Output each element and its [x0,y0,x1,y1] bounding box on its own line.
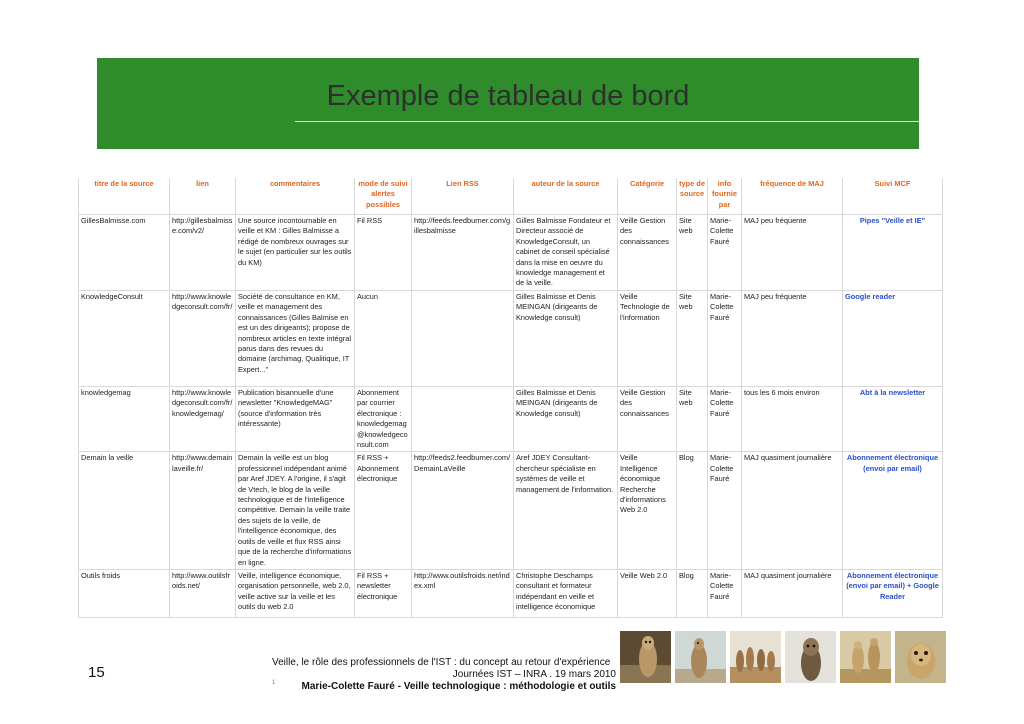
cell-follow-mode: Aucun [355,291,412,387]
footer [272,657,616,693]
meerkat-photo-icon [620,631,671,683]
cell-source-title: GillesBalmisse.com [79,215,170,291]
cell-author: Gilles Balmisse Fondateur et Directeur associé de KnowledgeConsult, un cabinet de conseil spécialisé dans la mise en oeuvre du knowledge management et de la veille. [514,215,618,291]
table-row [79,569,943,617]
cell-author: Gilles Balmisse et Denis MEINGAN (dirigeants de Knowledge consult) [514,387,618,452]
header-cell: auteur de la source [514,178,618,215]
table-row [79,387,943,452]
small-mark: 1 [272,680,276,686]
header-cell: fréquence de MAJ [742,178,843,215]
table-row [79,452,943,569]
cell-update-frequency: MAJ quasiment journalière [742,569,843,617]
cell-mcf-follow: Pipes "Veille et IE" [843,215,943,291]
header-cell: Suivi MCF [843,178,943,215]
cell-source-type: Blog [677,452,708,569]
table-row [79,291,943,387]
meerkat-group-photo-icon [730,631,781,683]
cell-link: http://www.knowledgeconsult.com/fr/ [170,291,236,387]
cell-comments: Veille, intelligence économique, organisation personnelle, web 2.0, veille active sur la veille et les outils du web 2.0 [236,569,355,617]
slide-title: Exemple de tableau de bord [326,80,690,112]
cell-follow-mode: Abonnement par courrier électronique : knowledgemag@knowledgeconsult.com [355,387,412,452]
cell-category: Veille Web 2.0 [618,569,677,617]
header-cell: commentaires [236,178,355,215]
cell-info-by: Marie-Colette Fauré [708,452,742,569]
cell-category: Veille Gestion des connaissances [618,387,677,452]
cell-source-title: knowledgemag [79,387,170,452]
cell-update-frequency: MAJ quasiment journalière [742,452,843,569]
title-banner [97,58,919,149]
cell-source-title: Demain la veille [79,452,170,569]
cell-source-type: Site web [677,387,708,452]
cell-link: http://www.outilsfroids.net/ [170,569,236,617]
cell-source-type: Site web [677,291,708,387]
cell-update-frequency: MAJ peu fréquente [742,215,843,291]
header-row [79,178,943,215]
footer-line-2: Journées IST – INRA . 19 mars 2010 [452,669,616,680]
cell-follow-mode: Fil RSS [355,215,412,291]
meerkat-photo-strip [620,631,946,683]
header-cell: titre de la source [79,178,170,215]
spreadsheet-grid [78,178,943,618]
cell-source-title: Outils froids [79,569,170,617]
cell-source-type: Site web [677,215,708,291]
cell-category: Veille Gestion des connaissances [618,215,677,291]
header-cell: Catégorie [618,178,677,215]
cell-category: Veille Intelligence économique Recherche d'informations Web 2.0 [618,452,677,569]
cell-rss-link [412,291,514,387]
cell-rss-link [412,387,514,452]
cell-comments: Publication bisannuelle d'une newsletter "KnowledgeMAG" (source d'information très intéressante) [236,387,355,452]
meerkat-photo-icon [895,631,946,683]
cell-source-type: Blog [677,569,708,617]
cell-info-by: Marie-Colette Fauré [708,215,742,291]
cell-comments: Une source incontournable en veille et KM : Gilles Balmisse a rédigé de nombreux ouvrages sur le sujet (en particulier sur les outils du KM) [236,215,355,291]
cell-rss-link: http://www.outilsfroids.net/index.xml [412,569,514,617]
meerkat-photo-icon [840,631,891,683]
cell-mcf-follow: Abt à la newsletter [843,387,943,452]
cell-author: Aref JDEY Consultant-chercheur spécialiste en systèmes de veille et management de l'information. [514,452,618,569]
cell-mcf-follow: Google reader [843,291,943,387]
footer-line-1: Veille, le rôle des professionnels de l'IST : du concept au retour d'expérience [272,657,611,668]
page-number: 15 [88,664,105,681]
cell-source-title: KnowledgeConsult [79,291,170,387]
table-row [79,215,943,291]
cell-info-by: Marie-Colette Fauré [708,569,742,617]
footer-line-3: Marie-Colette Fauré - Veille technologique : méthodologie et outils [301,681,616,692]
cell-info-by: Marie-Colette Fauré [708,387,742,452]
cell-mcf-follow: Abonnement électronique (envoi par email) + Google Reader [843,569,943,617]
cell-update-frequency: MAJ peu fréquente [742,291,843,387]
cell-follow-mode: Fil RSS + Abonnement électronique [355,452,412,569]
cell-comments: Société de consultance en KM, veille et management des connaissances (Gilles Balmise en est un des dirigeants); propose de nombreux articles en texte intégral parus dans des revues du domaine (archimag, Qualitique, IT Expert..." [236,291,355,387]
cell-update-frequency: tous les 6 mois environ [742,387,843,452]
dashboard-table [78,178,942,618]
cell-category: Veille Technologie de l'information [618,291,677,387]
header-cell: info fournie par [708,178,742,215]
cell-author: Christophe Deschamps consultant et formateur indépendant en veille et intelligence économique [514,569,618,617]
header-cell: mode de suivi alertes possibles [355,178,412,215]
meerkat-photo-icon [675,631,726,683]
cell-rss-link: http://feeds2.feedburner.com/DemainLaVeille [412,452,514,569]
header-cell: lien [170,178,236,215]
cell-mcf-follow: Abonnement électronique (envoi par email) [843,452,943,569]
cell-link: http://www.demainlaveille.fr/ [170,452,236,569]
cell-author: Gilles Balmisse et Denis MEINGAN (dirigeants de Knowledge consult) [514,291,618,387]
title-underline [295,121,919,122]
cell-rss-link: http://feeds.feedburner.com/gillesbalmisse [412,215,514,291]
cell-comments: Demain la veille est un blog professionnel indépendant animé par Aref JDEY. A l'origine, il s'agit de Vtech, le blog de la veille technologique et de l'intelligence compétitive. Demain la veille traite des sujets de la veille, de l'intelligence économique, des outils de veille et flux RSS ainsi que de la recherche d'informations en ligne. [236,452,355,569]
cell-follow-mode: Fil RSS + newsletter électronique [355,569,412,617]
cell-link: http://gillesbalmisse.com/v2/ [170,215,236,291]
cell-info-by: Marie-Colette Fauré [708,291,742,387]
meerkat-photo-icon [785,631,836,683]
header-cell: type de source [677,178,708,215]
header-cell: Lien RSS [412,178,514,215]
cell-link: http://www.knowledgeconsult.com/fr/knowledgemag/ [170,387,236,452]
